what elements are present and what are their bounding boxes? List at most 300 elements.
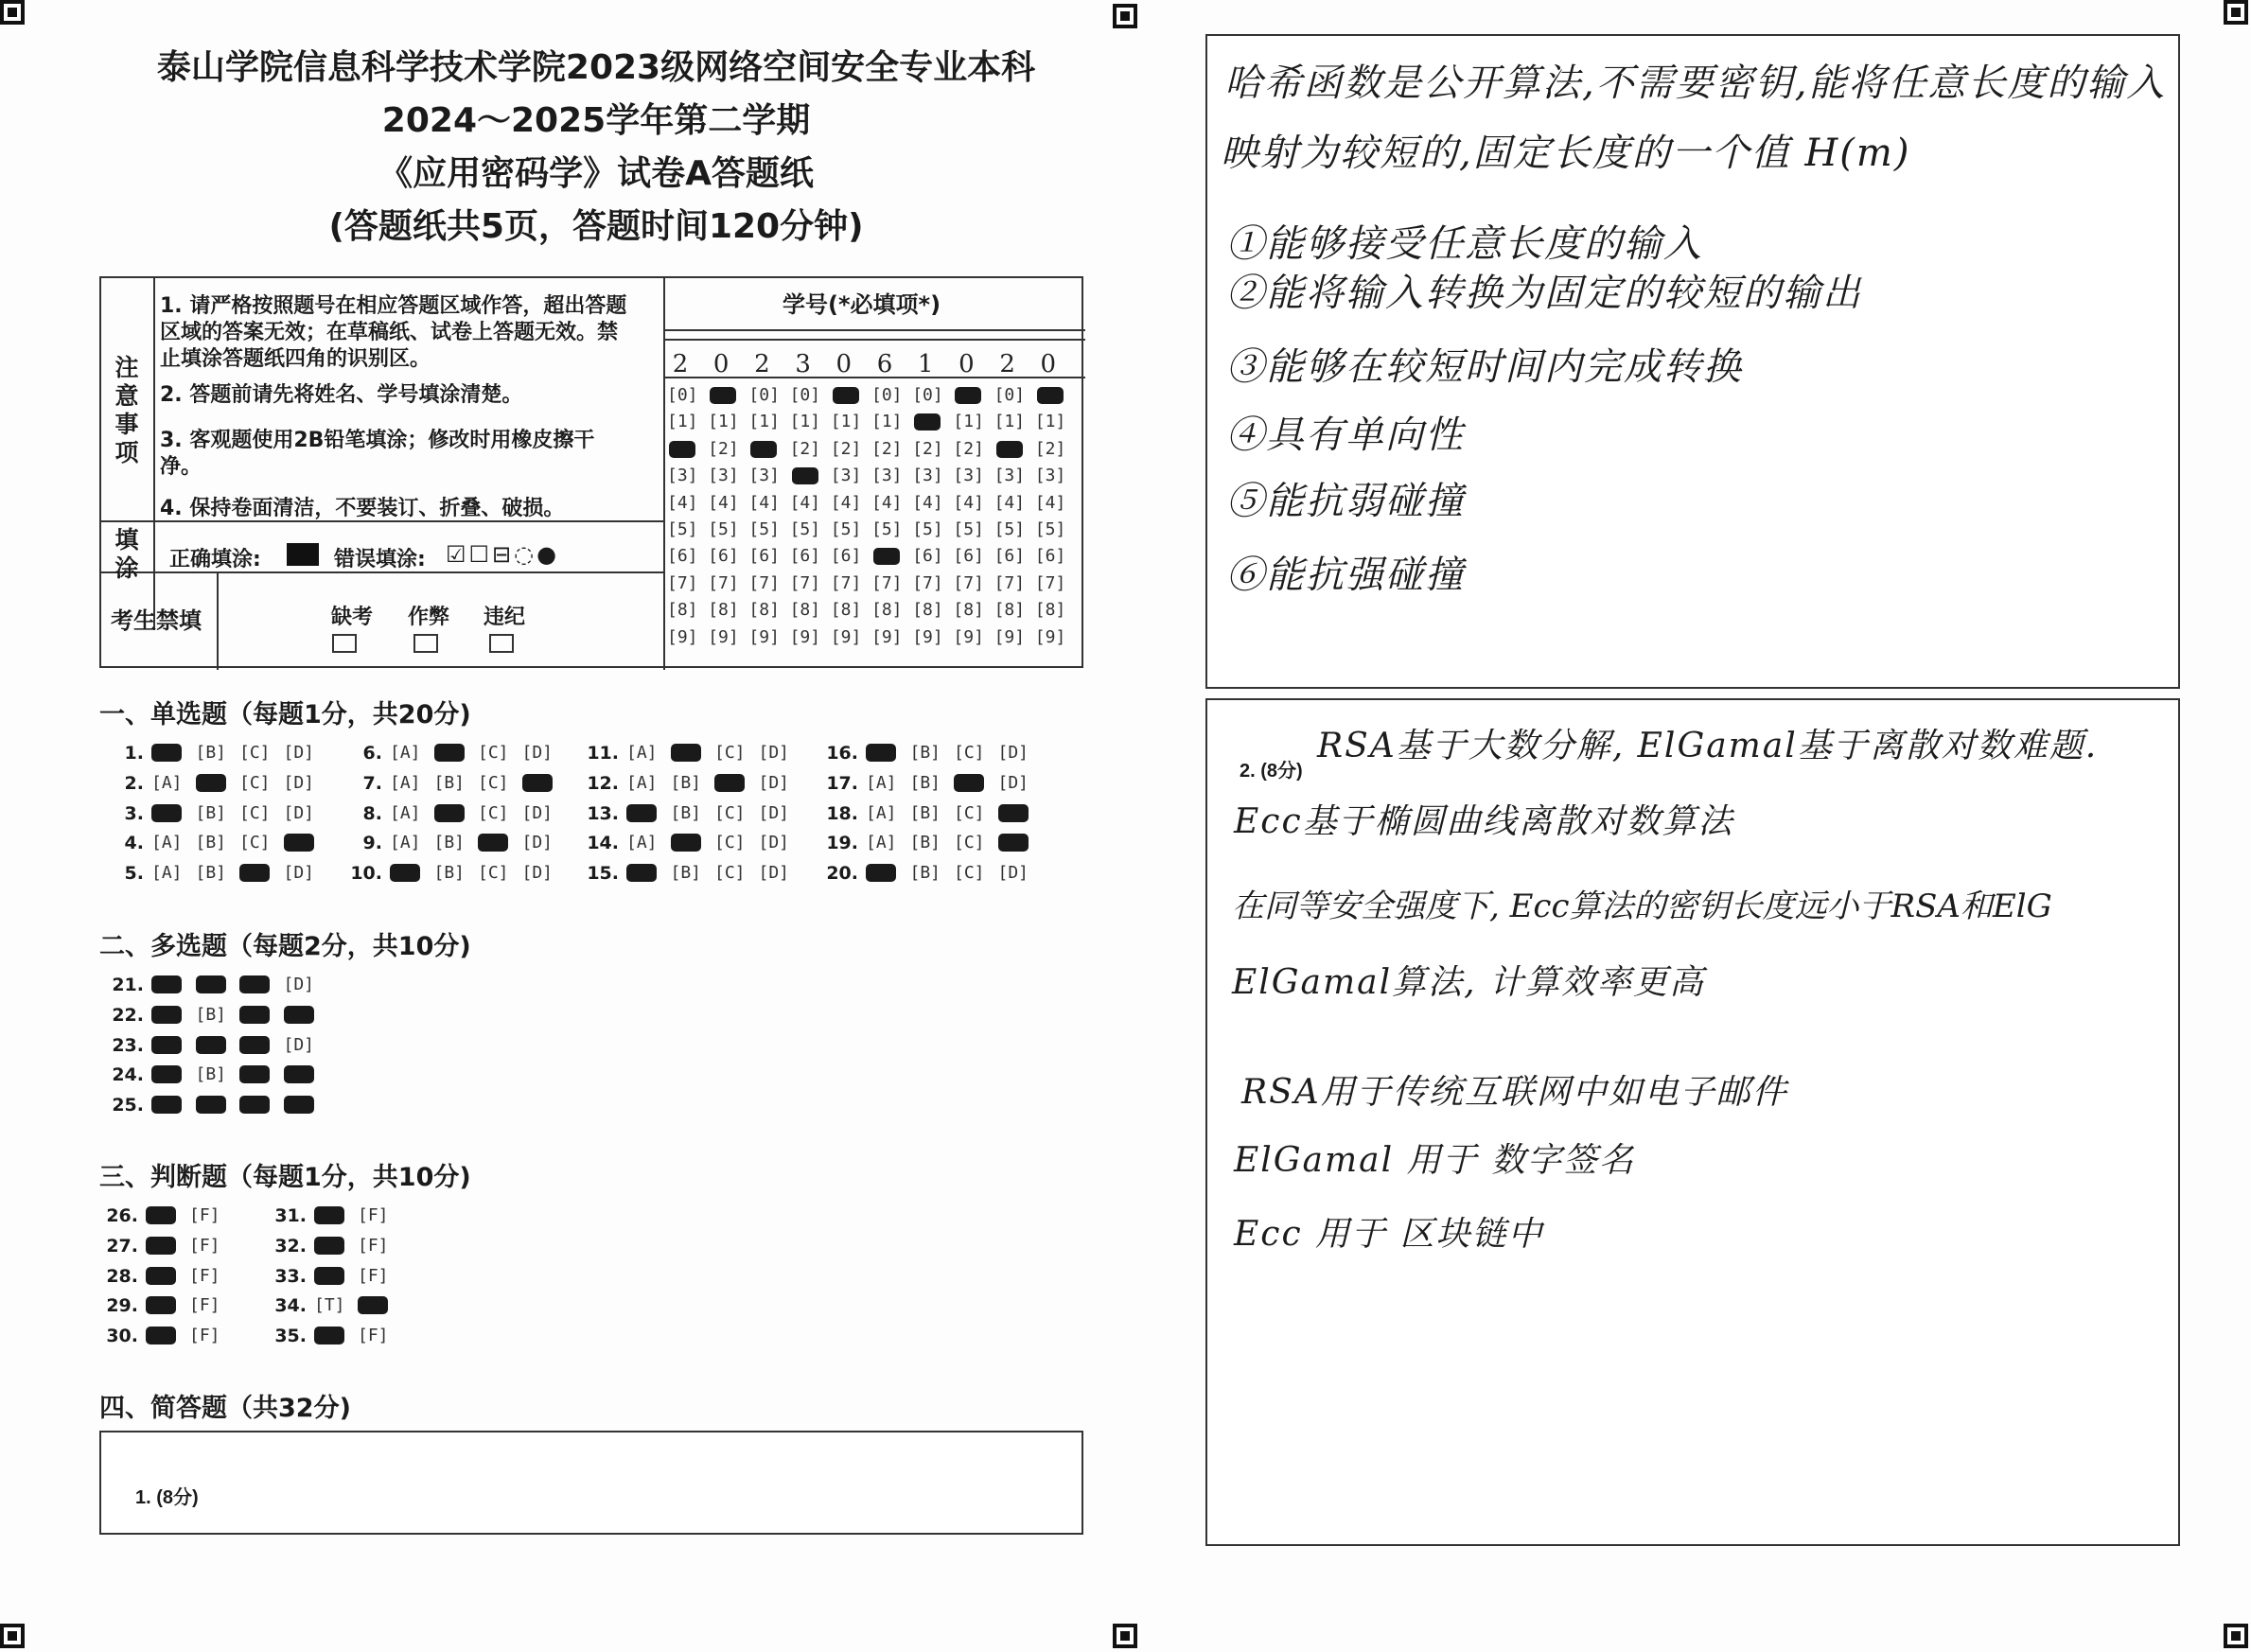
answer-bubble-filled[interactable] [390, 864, 420, 882]
answer-bubble-filled[interactable] [146, 1296, 176, 1314]
question-number: 25. [112, 1095, 144, 1116]
question-number: 9. [362, 833, 382, 854]
registration-mark-bottom-center [1113, 1624, 1137, 1648]
student-id-bubble[interactable]: [8] [830, 600, 862, 621]
notice-item-1: 1. 请严格按照题号在相应答题区域作答，超出答题区域的答案无效；在草稿纸、试卷上答题无效。禁止填涂答题纸四角的识别区。 [160, 294, 627, 371]
answer-bubble[interactable]: [D] [521, 802, 554, 823]
student-id-bubble[interactable]: [3] [953, 466, 984, 486]
answer-bubble-filled[interactable] [151, 1036, 182, 1054]
answer-bubble[interactable]: [D] [283, 975, 315, 994]
answer-bubble-filled[interactable] [239, 864, 270, 882]
answer-bubble[interactable]: [B] [433, 833, 466, 853]
question-number: 18. [826, 802, 858, 824]
answer-bubble[interactable]: [A] [390, 802, 421, 823]
q2-line-3: 在同等安全强度下, Ecc算法的密钥长度远小于RSA和ElG [1232, 888, 2052, 925]
student-id-bubble[interactable]: [8] [912, 600, 943, 621]
student-id-bubble[interactable]: [3] [912, 466, 943, 486]
answer-bubble-filled[interactable] [626, 804, 657, 822]
student-id-bubble[interactable]: [7] [789, 572, 821, 593]
student-id-digit: 0 [1040, 350, 1057, 378]
student-id-digit: 2 [999, 350, 1015, 378]
student-id-bubble[interactable]: [4] [708, 492, 739, 513]
question-number: 15. [587, 863, 619, 885]
answer-bubble-filled[interactable] [314, 1267, 344, 1285]
student-id-title: 学号(*必填项*) [783, 291, 941, 318]
answer-bubble-filled[interactable] [146, 1327, 176, 1344]
answer-bubble[interactable]: [D] [758, 833, 790, 853]
answer-bubble-filled[interactable] [239, 1096, 270, 1114]
student-id-bubble[interactable]: [2] [871, 438, 903, 459]
question-number: 3. [124, 802, 144, 824]
answer-bubble[interactable]: [B] [195, 1064, 227, 1085]
answer-bubble[interactable]: [C] [478, 802, 509, 823]
question-number: 4. [124, 833, 144, 854]
student-id-bubble[interactable]: [6] [1034, 546, 1066, 567]
student-id-bubble[interactable]: [9] [994, 626, 1026, 647]
student-id-bubble[interactable]: [8] [667, 600, 698, 621]
student-id-bubble[interactable]: [3] [667, 466, 698, 486]
answer-bubble[interactable]: [C] [714, 802, 746, 823]
q1-start-box [99, 1431, 1083, 1535]
question-number: 2. [124, 772, 144, 794]
answer-bubble-filled[interactable] [151, 1096, 182, 1114]
notice-label: 注意事项 [114, 354, 139, 466]
student-id-bubble[interactable]: [1] [1034, 412, 1066, 432]
answer-bubble[interactable]: [B] [909, 743, 941, 763]
student-id-bubble-filled[interactable] [669, 441, 695, 458]
forbid-cheat: 作弊 [408, 606, 450, 629]
student-id-bubble[interactable]: [5] [830, 519, 862, 539]
q2-label: 2. (8分) [1240, 761, 1303, 782]
student-id-bubble[interactable]: [5] [994, 519, 1026, 539]
answer-bubble-filled[interactable] [151, 744, 182, 762]
answer-bubble[interactable]: [F] [189, 1295, 220, 1316]
student-id-bubble[interactable]: [6] [953, 546, 984, 567]
answer-bubble[interactable]: [C] [954, 802, 985, 823]
answer-bubble-filled[interactable] [151, 1065, 182, 1083]
answer-bubble[interactable]: [C] [954, 863, 985, 884]
question-number: 28. [106, 1265, 138, 1287]
answer-bubble-filled[interactable] [239, 1006, 270, 1024]
student-id-bubble[interactable]: [1] [994, 412, 1026, 432]
answer-bubble[interactable]: [D] [283, 743, 315, 763]
answer-bubble-filled[interactable] [522, 774, 553, 792]
answer-bubble[interactable]: [C] [239, 743, 271, 763]
answer-bubble-filled[interactable] [151, 804, 182, 822]
student-id-bubble-filled[interactable] [750, 441, 777, 458]
q2-line-4: ElGamal算法, 计算效率更高 [1232, 963, 1706, 1002]
q1-line-3: ①能够接受任意长度的输入 [1226, 222, 1703, 266]
answer-bubble-filled[interactable] [284, 1006, 314, 1024]
student-id-bubble[interactable]: [2] [708, 438, 739, 459]
answer-bubble-filled[interactable] [284, 1096, 314, 1114]
answer-bubble[interactable]: [A] [866, 802, 897, 823]
student-id-bubble[interactable]: [3] [830, 466, 862, 486]
student-id-digit: 1 [917, 350, 934, 378]
answer-bubble-filled[interactable] [478, 834, 508, 852]
student-id-digit: 0 [835, 350, 853, 378]
question-number: 32. [274, 1235, 307, 1257]
answer-bubble[interactable]: [A] [151, 772, 183, 793]
answer-bubble[interactable]: [D] [758, 772, 790, 793]
correct-fill-sample [287, 543, 319, 566]
answer-bubble-filled[interactable] [196, 1036, 226, 1054]
question-number: 11. [587, 743, 619, 764]
q1-line-7: ⑤能抗弱碰撞 [1226, 480, 1465, 523]
student-id-bubble[interactable]: [5] [871, 519, 903, 539]
student-id-bubble-filled[interactable] [914, 413, 941, 431]
question-number: 20. [826, 863, 858, 885]
answer-bubble-filled[interactable] [151, 1006, 182, 1024]
student-id-bubble[interactable]: [8] [748, 600, 780, 621]
answer-bubble-filled[interactable] [998, 834, 1029, 852]
student-id-bubble[interactable]: [5] [953, 519, 984, 539]
student-id-bubble[interactable]: [5] [667, 519, 698, 539]
question-number: 24. [112, 1064, 144, 1086]
answer-bubble[interactable]: [C] [239, 772, 271, 793]
q1-line-6: ④具有单向性 [1226, 413, 1465, 457]
answer-bubble[interactable]: [B] [670, 772, 702, 793]
student-id-bubble[interactable]: [2] [953, 438, 984, 459]
student-id-bubble-filled[interactable] [833, 387, 859, 404]
question-number: 23. [112, 1034, 144, 1056]
header-note: (答题纸共5页，答题时间120分钟) [328, 207, 864, 246]
answer-bubble-filled[interactable] [714, 774, 745, 792]
student-id-bubble[interactable]: [9] [789, 626, 821, 647]
registration-mark-top-left [0, 0, 25, 25]
answer-bubble[interactable]: [D] [997, 743, 1029, 763]
student-id-bubble[interactable]: [6] [748, 546, 780, 567]
answer-bubble[interactable]: [B] [195, 802, 227, 823]
question-number: 21. [112, 975, 144, 995]
student-id-bubble[interactable]: [7] [912, 572, 943, 593]
answer-bubble[interactable]: [C] [954, 833, 985, 853]
student-id-bubble[interactable]: [9] [871, 626, 903, 647]
answer-bubble-filled[interactable] [314, 1327, 344, 1344]
answer-bubble[interactable]: [A] [866, 833, 897, 853]
student-id-bubble[interactable]: [0] [871, 385, 903, 405]
registration-mark-bottom-right [2224, 1624, 2248, 1648]
answer-bubble[interactable]: [F] [189, 1235, 220, 1256]
student-id-bubble[interactable]: [5] [789, 519, 821, 539]
answer-bubble-filled[interactable] [998, 804, 1029, 822]
answer-bubble[interactable]: [D] [283, 863, 315, 884]
student-id-bubble[interactable]: [3] [708, 466, 739, 486]
student-id-bubble[interactable]: [8] [871, 600, 903, 621]
student-id-bubble[interactable]: [6] [994, 546, 1026, 567]
section-short-title: 四、简答题（共32分) [99, 1394, 351, 1423]
student-id-bubble-filled[interactable] [873, 548, 900, 565]
q2-line-1: RSA基于大数分解, ElGamal基于离散对数难题. [1317, 727, 2099, 765]
answer-bubble[interactable]: [F] [358, 1205, 389, 1225]
notice-item-2: 2. 答题前请先将姓名、学号填涂清楚。 [160, 383, 523, 407]
student-id-bubble[interactable]: [9] [1034, 626, 1066, 647]
student-id-bubble[interactable]: [3] [748, 466, 780, 486]
answer-bubble[interactable]: [A] [626, 772, 658, 793]
answer-bubble[interactable]: [A] [626, 743, 658, 763]
student-id-digit: 2 [672, 350, 689, 378]
student-id-bubble[interactable]: [7] [953, 572, 984, 593]
forbid-label: 考生禁填 [111, 607, 202, 634]
student-id-bubble[interactable]: [4] [830, 492, 862, 513]
registration-mark-top-right [2224, 0, 2248, 25]
student-id-bubble[interactable]: [5] [1034, 519, 1066, 539]
answer-bubble-filled[interactable] [146, 1206, 176, 1224]
answer-bubble[interactable]: [B] [433, 863, 466, 884]
student-id-bubble[interactable]: [0] [912, 385, 943, 405]
answer-bubble[interactable]: [F] [189, 1326, 220, 1346]
student-id-bubble[interactable]: [7] [748, 572, 780, 593]
fill-label: 填涂 [114, 526, 139, 582]
student-id-bubble[interactable]: [6] [789, 546, 821, 567]
student-id-bubble-filled[interactable] [710, 387, 736, 404]
student-id-bubble[interactable]: [1] [871, 412, 903, 432]
answer-bubble[interactable]: [F] [358, 1326, 389, 1346]
answer-bubble[interactable]: [F] [358, 1235, 389, 1256]
answer-bubble[interactable]: [D] [283, 802, 315, 823]
answer-bubble[interactable]: [B] [670, 802, 702, 823]
student-id-bubble[interactable]: [8] [708, 600, 739, 621]
answer-bubble-filled[interactable] [196, 975, 226, 993]
student-id-bubble[interactable]: [4] [748, 492, 780, 513]
student-id-bubble[interactable]: [9] [830, 626, 862, 647]
student-id-bubble[interactable]: [5] [748, 519, 780, 539]
q1-line-4: ②能将输入转换为固定的较短的输出 [1226, 272, 1862, 315]
answer-bubble[interactable]: [T] [314, 1295, 345, 1316]
answer-bubble-filled[interactable] [284, 834, 314, 852]
student-id-bubble[interactable]: [5] [912, 519, 943, 539]
answer-bubble[interactable]: [C] [239, 802, 271, 823]
student-id-bubble[interactable]: [4] [994, 492, 1026, 513]
answer-bubble[interactable]: [B] [195, 743, 227, 763]
answer-bubble[interactable]: [D] [758, 802, 790, 823]
answer-bubble-filled[interactable] [866, 744, 896, 762]
correct-fill-label: 正确填涂: [169, 548, 261, 571]
answer-bubble[interactable]: [B] [909, 772, 941, 793]
q1-line-2: 映射为较短的,固定长度的一个值 H(m) [1221, 132, 1911, 175]
student-id-bubble[interactable]: [6] [708, 546, 739, 567]
answer-bubble-filled[interactable] [239, 1065, 270, 1083]
student-id-bubble[interactable]: [0] [994, 385, 1026, 405]
answer-bubble-filled[interactable] [239, 975, 270, 993]
checkbox-cheat[interactable] [413, 634, 438, 653]
student-id-digit: 3 [795, 350, 811, 378]
question-number: 35. [274, 1326, 307, 1347]
q1-line-8: ⑥能抗强碰撞 [1226, 554, 1465, 597]
question-number: 31. [274, 1205, 307, 1226]
student-id-bubble[interactable]: [1] [830, 412, 862, 432]
answer-bubble[interactable]: [F] [358, 1265, 389, 1286]
answer-bubble[interactable]: [A] [866, 772, 897, 793]
question-number: 26. [106, 1205, 138, 1226]
student-id-bubble[interactable]: [7] [1034, 572, 1066, 593]
forbid-absent: 缺考 [331, 606, 374, 629]
question-number: 8. [362, 802, 382, 824]
student-id-bubble-filled[interactable] [792, 467, 818, 484]
student-id-bubble[interactable]: [9] [912, 626, 943, 647]
answer-bubble-filled[interactable] [358, 1296, 388, 1314]
answer-bubble[interactable]: [B] [909, 833, 941, 853]
answer-bubble[interactable]: [B] [909, 802, 941, 823]
student-id-bubble[interactable]: [7] [667, 572, 698, 593]
answer-bubble[interactable]: [C] [714, 863, 746, 884]
student-id-bubble[interactable]: [9] [953, 626, 984, 647]
answer-bubble-filled[interactable] [284, 1065, 314, 1083]
answer-bubble-filled[interactable] [146, 1237, 176, 1255]
student-id-bubble-filled[interactable] [955, 387, 981, 404]
answer-bubble-filled[interactable] [314, 1206, 344, 1224]
answer-bubble-filled[interactable] [239, 1036, 270, 1054]
notice-item-3: 3. 客观题使用2B铅笔填涂；修改时用橡皮擦干净。 [160, 429, 595, 479]
checkbox-absent[interactable] [332, 634, 357, 653]
checkbox-violation[interactable] [489, 634, 514, 653]
student-id-bubble[interactable]: [8] [1034, 600, 1066, 621]
question-number: 30. [106, 1326, 138, 1347]
q1-line-1: 哈希函数是公开算法,不需要密钥,能将任意长度的输入 [1224, 62, 2167, 105]
student-id-bubble[interactable]: [2] [1034, 438, 1066, 459]
student-id-bubble[interactable]: [9] [667, 626, 698, 647]
answer-bubble-filled[interactable] [196, 1096, 226, 1114]
student-id-bubble[interactable]: [7] [708, 572, 739, 593]
student-id-bubble[interactable]: [6] [667, 546, 698, 567]
answer-bubble[interactable]: [C] [714, 743, 746, 763]
answer-bubble[interactable]: [D] [521, 743, 554, 763]
student-id-bubble[interactable]: [3] [1034, 466, 1066, 486]
student-id-bubble-filled[interactable] [1037, 387, 1064, 404]
answer-bubble[interactable]: [A] [390, 833, 421, 853]
student-id-bubble[interactable]: [3] [871, 466, 903, 486]
answer-bubble[interactable]: [B] [195, 833, 227, 853]
student-id-digit: 0 [712, 350, 730, 378]
answer-bubble[interactable]: [F] [189, 1265, 220, 1286]
answer-bubble[interactable]: [D] [521, 863, 554, 884]
answer-bubble-filled[interactable] [434, 744, 465, 762]
answer-bubble[interactable]: [A] [151, 833, 183, 853]
forbid-violation: 违纪 [484, 606, 526, 629]
answer-bubble[interactable]: [D] [521, 833, 554, 853]
answer-bubble-filled[interactable] [146, 1267, 176, 1285]
answer-bubble[interactable]: [B] [195, 863, 227, 884]
question-number: 7. [362, 772, 382, 794]
student-id-bubble[interactable]: [6] [912, 546, 943, 567]
answer-bubble[interactable]: [B] [909, 863, 941, 884]
answer-bubble[interactable]: [A] [390, 772, 421, 793]
question-number: 1. [124, 743, 144, 764]
answer-bubble[interactable]: [C] [714, 833, 746, 853]
student-id-bubble[interactable]: [1] [953, 412, 984, 432]
student-id-bubble[interactable]: [5] [708, 519, 739, 539]
student-id-bubble[interactable]: [7] [830, 572, 862, 593]
answer-bubble[interactable]: [D] [283, 1034, 315, 1055]
answer-bubble[interactable]: [A] [390, 743, 421, 763]
student-id-bubble[interactable]: [1] [708, 412, 739, 432]
student-id-digit: 0 [958, 350, 975, 378]
question-number: 12. [587, 772, 619, 794]
answer-bubble[interactable]: [B] [433, 772, 466, 793]
answer-bubble[interactable]: [A] [151, 863, 183, 884]
student-id-bubble[interactable]: [3] [994, 466, 1026, 486]
q2-answer-box [1205, 698, 2180, 1546]
student-id-bubble[interactable]: [8] [953, 600, 984, 621]
answer-bubble-filled[interactable] [314, 1237, 344, 1255]
answer-bubble[interactable]: [D] [997, 772, 1029, 793]
answer-bubble-filled[interactable] [866, 864, 896, 882]
student-id-bubble-filled[interactable] [996, 441, 1023, 458]
student-id-bubble[interactable]: [4] [1034, 492, 1066, 513]
answer-bubble[interactable]: [D] [758, 743, 790, 763]
section-multi-title: 二、多选题（每题2分，共10分) [99, 932, 471, 961]
answer-bubble-filled[interactable] [626, 864, 657, 882]
answer-bubble[interactable]: [C] [239, 833, 271, 853]
student-id-digit: 6 [876, 350, 893, 378]
answer-bubble[interactable]: [B] [195, 1004, 227, 1025]
q1-line-5: ③能够在较短时间内完成转换 [1226, 345, 1743, 389]
notice-item-4: 4. 保持卷面清洁，不要装订、折叠、破损。 [160, 497, 565, 520]
q2-line-6: ElGamal 用于 数字签名 [1234, 1141, 1636, 1180]
student-id-bubble[interactable]: [1] [789, 412, 821, 432]
student-id-bubble[interactable]: [0] [789, 385, 821, 405]
student-id-bubble[interactable]: [9] [748, 626, 780, 647]
student-id-bubble[interactable]: [1] [667, 412, 698, 432]
registration-mark-bottom-left [0, 1624, 25, 1648]
student-id-bubble[interactable]: [0] [667, 385, 698, 405]
answer-bubble[interactable]: [C] [954, 743, 985, 763]
answer-bubble[interactable]: [D] [758, 863, 790, 884]
student-id-bubble[interactable]: [6] [830, 546, 862, 567]
q2-line-7: Ecc 用于 区块链中 [1234, 1215, 1544, 1254]
question-number: 19. [826, 833, 858, 854]
answer-bubble[interactable]: [F] [189, 1205, 220, 1225]
answer-bubble-filled[interactable] [954, 774, 984, 792]
question-number: 29. [106, 1295, 138, 1317]
answer-bubble-filled[interactable] [671, 744, 701, 762]
answer-bubble[interactable]: [D] [997, 863, 1029, 884]
q2-line-5: RSA用于传统互联网中如电子邮件 [1241, 1073, 1788, 1112]
question-number: 5. [124, 863, 144, 885]
student-id-bubble[interactable]: [2] [912, 438, 943, 459]
answer-bubble[interactable]: [C] [478, 863, 509, 884]
header-term: 2024～2025学年第二学期 [381, 101, 811, 140]
student-id-bubble[interactable]: [0] [748, 385, 780, 405]
student-id-bubble[interactable]: [9] [708, 626, 739, 647]
student-id-bubble[interactable]: [8] [789, 600, 821, 621]
section-single-title: 一、单选题（每题1分，共20分) [99, 700, 471, 729]
header-course: 《应用密码学》试卷A答题纸 [378, 154, 814, 193]
answer-bubble-filled[interactable] [671, 834, 701, 852]
student-id-bubble[interactable]: [2] [830, 438, 862, 459]
answer-bubble[interactable]: [C] [478, 772, 509, 793]
student-id-bubble[interactable]: [4] [667, 492, 698, 513]
answer-bubble-filled[interactable] [151, 975, 182, 993]
section-judge-title: 三、判断题（每题1分，共10分) [99, 1163, 471, 1192]
student-id-bubble[interactable]: [4] [871, 492, 903, 513]
student-id-bubble[interactable]: [4] [912, 492, 943, 513]
student-id-bubble[interactable]: [4] [789, 492, 821, 513]
answer-bubble-filled[interactable] [196, 774, 226, 792]
student-id-bubble[interactable]: [4] [953, 492, 984, 513]
answer-bubble-filled[interactable] [434, 804, 465, 822]
q2-line-2: Ecc基于椭圆曲线离散对数算法 [1234, 802, 1734, 841]
student-id-bubble[interactable]: [7] [994, 572, 1026, 593]
student-id-bubble[interactable]: [7] [871, 572, 903, 593]
answer-bubble[interactable]: [D] [283, 772, 315, 793]
student-id-bubble[interactable]: [8] [994, 600, 1026, 621]
answer-bubble[interactable]: [C] [478, 743, 509, 763]
answer-bubble[interactable]: [A] [626, 833, 658, 853]
student-id-bubble[interactable]: [2] [789, 438, 821, 459]
student-id-bubble[interactable]: [1] [748, 412, 780, 432]
answer-bubble[interactable]: [B] [670, 863, 702, 884]
